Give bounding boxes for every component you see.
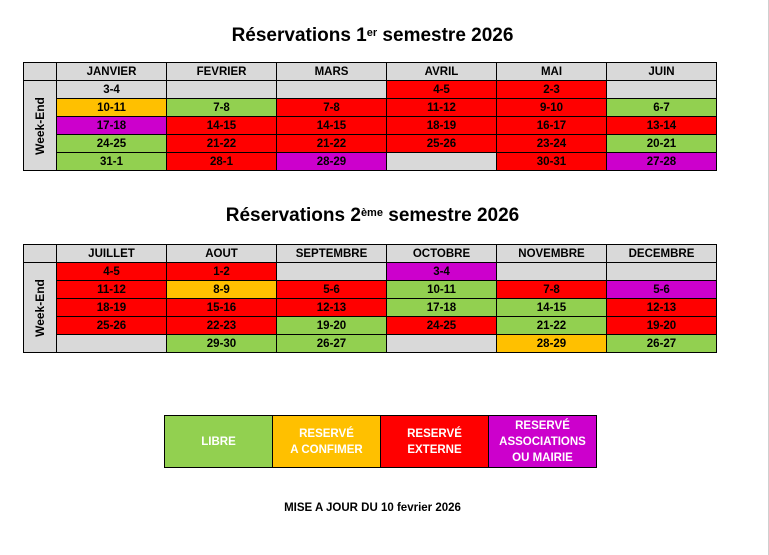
weekend-cell: 2-3	[497, 81, 607, 99]
weekend-cell: 15-16	[167, 299, 277, 317]
weekend-cell: 22-23	[167, 317, 277, 335]
legend-externe	[381, 416, 489, 468]
weekend-label-text: Week-End	[33, 278, 47, 337]
weekend-row	[24, 335, 717, 353]
weekend-cell: 7-8	[277, 99, 387, 117]
corner-cell	[24, 245, 57, 263]
weekend-cell: 24-25	[57, 135, 167, 153]
legend-table	[164, 415, 597, 468]
weekend-label-text: Week-End	[33, 96, 47, 155]
weekend-side-label	[24, 81, 57, 171]
weekend-cell	[277, 81, 387, 99]
legend-line: RESERVÉ	[299, 427, 354, 440]
weekend-cell: 29-30	[167, 335, 277, 353]
weekend-cell: 5-6	[607, 281, 717, 299]
weekend-cell: 14-15	[167, 117, 277, 135]
weekend-cell: 20-21	[607, 135, 717, 153]
weekend-cell: 19-20	[277, 317, 387, 335]
weekend-cell: 9-10	[497, 99, 607, 117]
legend-libre	[165, 416, 273, 468]
month-header-mai: MAI	[497, 63, 607, 81]
weekend-cell: 21-22	[167, 135, 277, 153]
weekend-cell	[607, 81, 717, 99]
legend-line: ASSOCIATIONS	[499, 435, 586, 448]
weekend-row	[24, 81, 717, 99]
weekend-cell: 7-8	[167, 99, 277, 117]
weekend-cell	[607, 263, 717, 281]
weekend-cell: 19-20	[607, 317, 717, 335]
legend-line: A CONFIMER	[290, 443, 363, 456]
weekend-cell	[387, 153, 497, 171]
month-header-mars: MARS	[277, 63, 387, 81]
weekend-cell: 28-29	[497, 335, 607, 353]
month-header-aout: AOUT	[167, 245, 277, 263]
month-header-avril: AVRIL	[387, 63, 497, 81]
weekend-cell: 4-5	[57, 263, 167, 281]
semester-1-title: Réservations 1er semestre 2026	[231, 25, 514, 46]
semester-1-table	[23, 62, 717, 171]
weekend-row	[24, 281, 717, 299]
weekend-row	[24, 153, 717, 171]
weekend-cell: 4-5	[387, 81, 497, 99]
weekend-cell: 28-29	[277, 153, 387, 171]
weekend-cell: 24-25	[387, 317, 497, 335]
weekend-cell: 21-22	[497, 317, 607, 335]
weekend-cell: 10-11	[387, 281, 497, 299]
month-header-septembre: SEPTEMBRE	[277, 245, 387, 263]
weekend-cell: 23-24	[497, 135, 607, 153]
weekend-cell	[167, 81, 277, 99]
month-header-novembre: NOVEMBRE	[497, 245, 607, 263]
semester-2-table	[23, 244, 717, 353]
weekend-cell: 30-31	[497, 153, 607, 171]
weekend-row	[24, 135, 717, 153]
legend-line: RESERVÉ	[407, 427, 462, 440]
weekend-cell: 26-27	[277, 335, 387, 353]
weekend-row	[24, 263, 717, 281]
weekend-cell: 26-27	[607, 335, 717, 353]
weekend-side-label	[24, 263, 57, 353]
weekend-cell: 6-7	[607, 99, 717, 117]
month-header-decembre: DECEMBRE	[607, 245, 717, 263]
legend-confirm	[273, 416, 381, 468]
month-header-juillet: JUILLET	[57, 245, 167, 263]
weekend-cell: 11-12	[57, 281, 167, 299]
weekend-row	[24, 317, 717, 335]
weekend-cell: 27-28	[607, 153, 717, 171]
weekend-cell: 10-11	[57, 99, 167, 117]
month-header-fevrier: FEVRIER	[167, 63, 277, 81]
legend-line: LIBRE	[201, 435, 236, 448]
month-header-juin: JUIN	[607, 63, 717, 81]
weekend-cell: 11-12	[387, 99, 497, 117]
weekend-cell: 25-26	[387, 135, 497, 153]
weekend-cell	[497, 263, 607, 281]
update-note: MISE A JOUR DU 10 fevrier 2026	[284, 502, 461, 514]
legend-line: OU MAIRIE	[512, 451, 573, 464]
weekend-cell: 12-13	[277, 299, 387, 317]
weekend-cell: 7-8	[497, 281, 607, 299]
legend-line: RESERVÉ	[515, 419, 570, 432]
weekend-cell	[277, 263, 387, 281]
corner-cell	[24, 63, 57, 81]
weekend-cell: 8-9	[167, 281, 277, 299]
weekend-cell: 1-2	[167, 263, 277, 281]
weekend-cell: 18-19	[387, 117, 497, 135]
weekend-cell: 31-1	[57, 153, 167, 171]
legend-line: EXTERNE	[407, 443, 462, 456]
weekend-cell	[57, 335, 167, 353]
weekend-cell: 25-26	[57, 317, 167, 335]
weekend-row	[24, 117, 717, 135]
weekend-cell: 12-13	[607, 299, 717, 317]
month-header-octobre: OCTOBRE	[387, 245, 497, 263]
weekend-cell: 13-14	[607, 117, 717, 135]
weekend-row	[24, 299, 717, 317]
weekend-cell: 5-6	[277, 281, 387, 299]
weekend-cell: 3-4	[387, 263, 497, 281]
weekend-cell: 16-17	[497, 117, 607, 135]
month-header-janvier: JANVIER	[57, 63, 167, 81]
weekend-cell	[387, 335, 497, 353]
weekend-cell: 21-22	[277, 135, 387, 153]
weekend-row	[24, 99, 717, 117]
weekend-cell: 14-15	[277, 117, 387, 135]
weekend-cell: 3-4	[57, 81, 167, 99]
weekend-cell: 17-18	[387, 299, 497, 317]
weekend-cell: 14-15	[497, 299, 607, 317]
semester-2-title: Réservations 2ème semestre 2026	[225, 205, 520, 226]
legend-asso	[489, 416, 597, 468]
weekend-cell: 18-19	[57, 299, 167, 317]
weekend-cell: 17-18	[57, 117, 167, 135]
weekend-cell: 28-1	[167, 153, 277, 171]
